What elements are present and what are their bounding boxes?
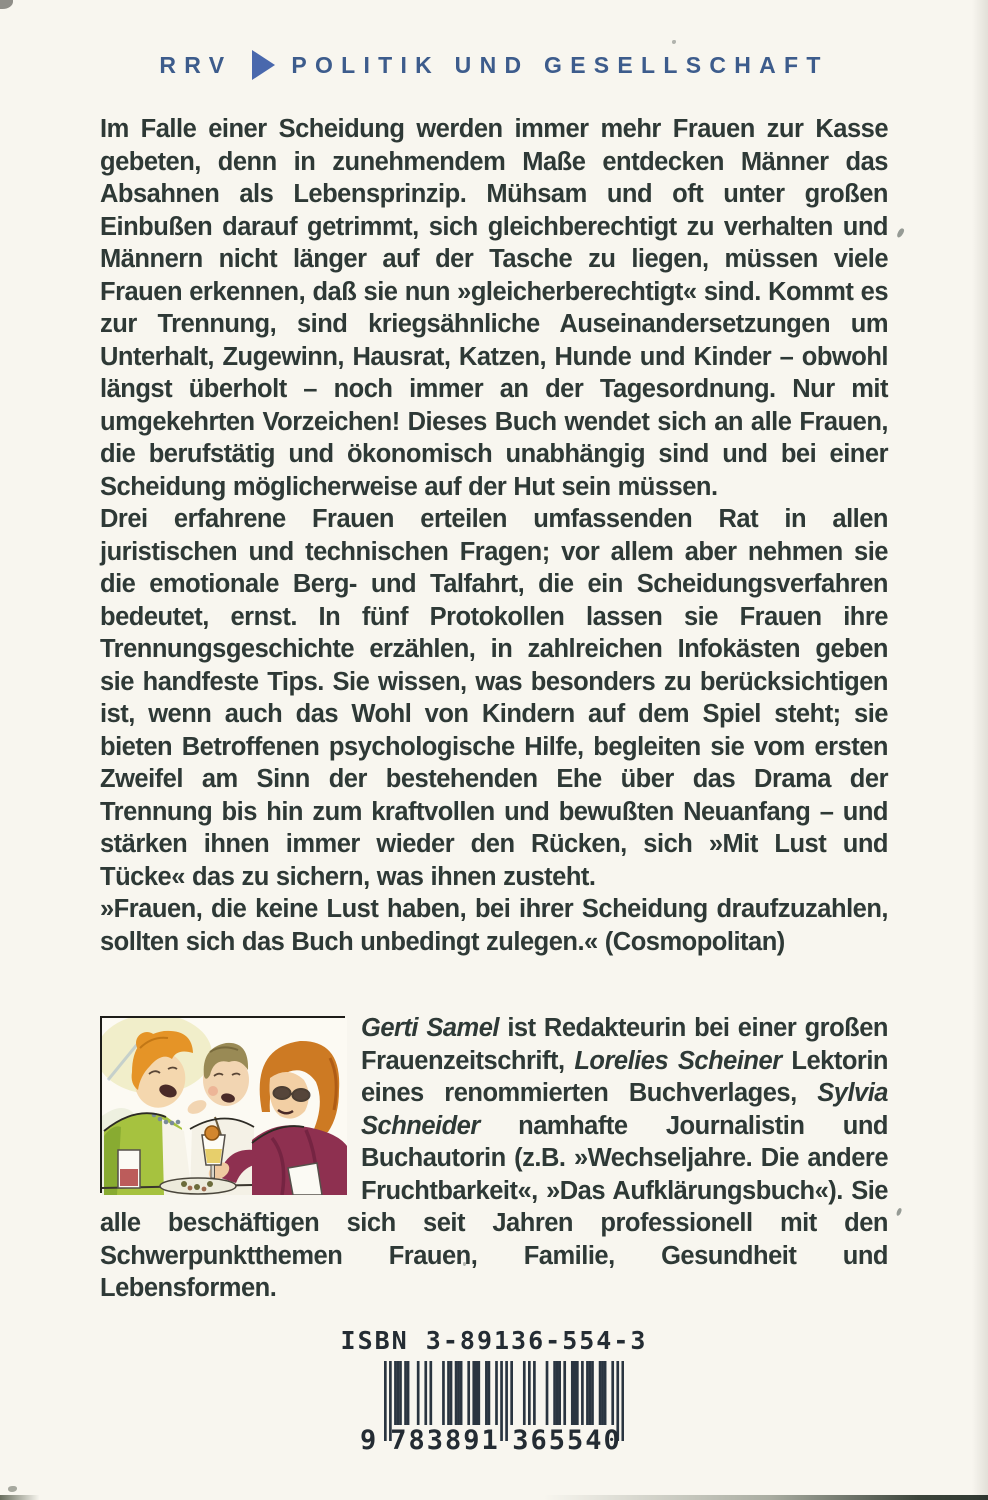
scan-artifact <box>8 1486 17 1492</box>
isbn-block <box>0 1326 988 1454</box>
series-header <box>100 0 888 80</box>
publisher-abbreviation: RRV <box>159 51 233 78</box>
barcode-digits <box>360 1427 628 1454</box>
triangle-icon <box>252 50 275 80</box>
bio-text-run: namhafte Journalistin und Buchautorin (z.B. »Wechseljahre. Die andere Fruchtbarkeit«, »Das Aufklärungsbuch«). Sie alle beschäftigen sich seit Jahren professionell mit den Schwerpunktthemen Frauen, Familie, Gesundheit und Lebensformen. <box>100 1111 888 1302</box>
barcode-digit-group: 783891 <box>390 1425 500 1456</box>
author-bio-section <box>100 1012 888 1305</box>
author-name: Lorelies Scheiner <box>574 1046 782 1075</box>
isbn-label: ISBN 3-89136-554-3 <box>340 1326 648 1355</box>
blurb <box>100 113 888 958</box>
bio-text-run: ist Redakteurin bei einer großen Frauenzeitschrift, <box>361 1014 888 1075</box>
scan-edge-bottom <box>0 1495 988 1500</box>
series-title: POLITIK UND GESELLSCHAFT <box>291 51 829 78</box>
blurb-paragraph: »Frauen, die keine Lust haben, bei ihrer Scheidung draufzuzahlen, sollten sich das Buch unbedingt zulegen.« (Cosmopolitan) <box>100 895 888 956</box>
authors-illustration <box>100 1016 345 1193</box>
three-women-drawing <box>102 1018 347 1195</box>
blurb-paragraph: Im Falle einer Scheidung werden immer mehr Frauen zur Kasse gebeten, denn in zunehmendem Maße entdecken Männer das Absahnen als Lebensprinzip. Mühsam und oft unter großen Einbußen darauf getrimmt, sich gleichberechtigt zu verhalten und Männern nicht länger auf der Tasche zu liegen, müssen viele Frauen erkennen, daß sie nun »gleicherberechtigt« sind. Kommt es zur Trennung, sind kriegsähnliche Auseinandersetzungen um Unterhalt, Zugewinn, Hausrat, Katzen, Hunde und Kinder – obwohl längst überholt – noch immer an der Tagesordnung. Nur mit umgekehrten Vorzeichen! Dieses Buch wendet sich an alle Frauen, die berufstätig und ökonomisch unabhängig sind und bei einer Scheidung möglicherweise auf der Hut sein müssen. <box>100 115 888 501</box>
author-name: Sylvia Schneider <box>361 1079 888 1140</box>
author-name: Gerti Samel <box>361 1014 499 1042</box>
barcode-digit-group: 9 <box>360 1425 379 1456</box>
barcode <box>360 1361 628 1454</box>
blurb-paragraph: Drei erfahrene Frauen erteilen umfassenden Rat in allen juristischen und technischen Fragen; vor allem aber nehmen sie die emotionale Berg- und Talfahrt, die ein Scheidungsverfahren bedeutet, ernst. In fünf Protokollen lassen sie Frauen ihre Trennungsgeschichte erzählen, in zahlreichen Infokästen geben sie handfeste Tips. Sie wissen, was besonders zu berücksichtigen ist, wenn auch das Wohl von Kindern auf dem Spiel steht; sie bieten Betroffenen psychologische Hilfe, begleiten sie vom ersten Zweifel am Sinn der bestehenden Ehe über das Drama der Trennung bis hin zum kraftvollen und bewußten Neuanfang – und stärken ihnen immer wieder den Rücken, sich »Mit Lust und Tücke« das zu sichern, was ihnen zusteht. <box>100 505 888 891</box>
bio-text-run: Lektorin eines renommierten Buchverlages, <box>361 1046 888 1107</box>
barcode-digit-group: 365540 <box>512 1425 622 1456</box>
